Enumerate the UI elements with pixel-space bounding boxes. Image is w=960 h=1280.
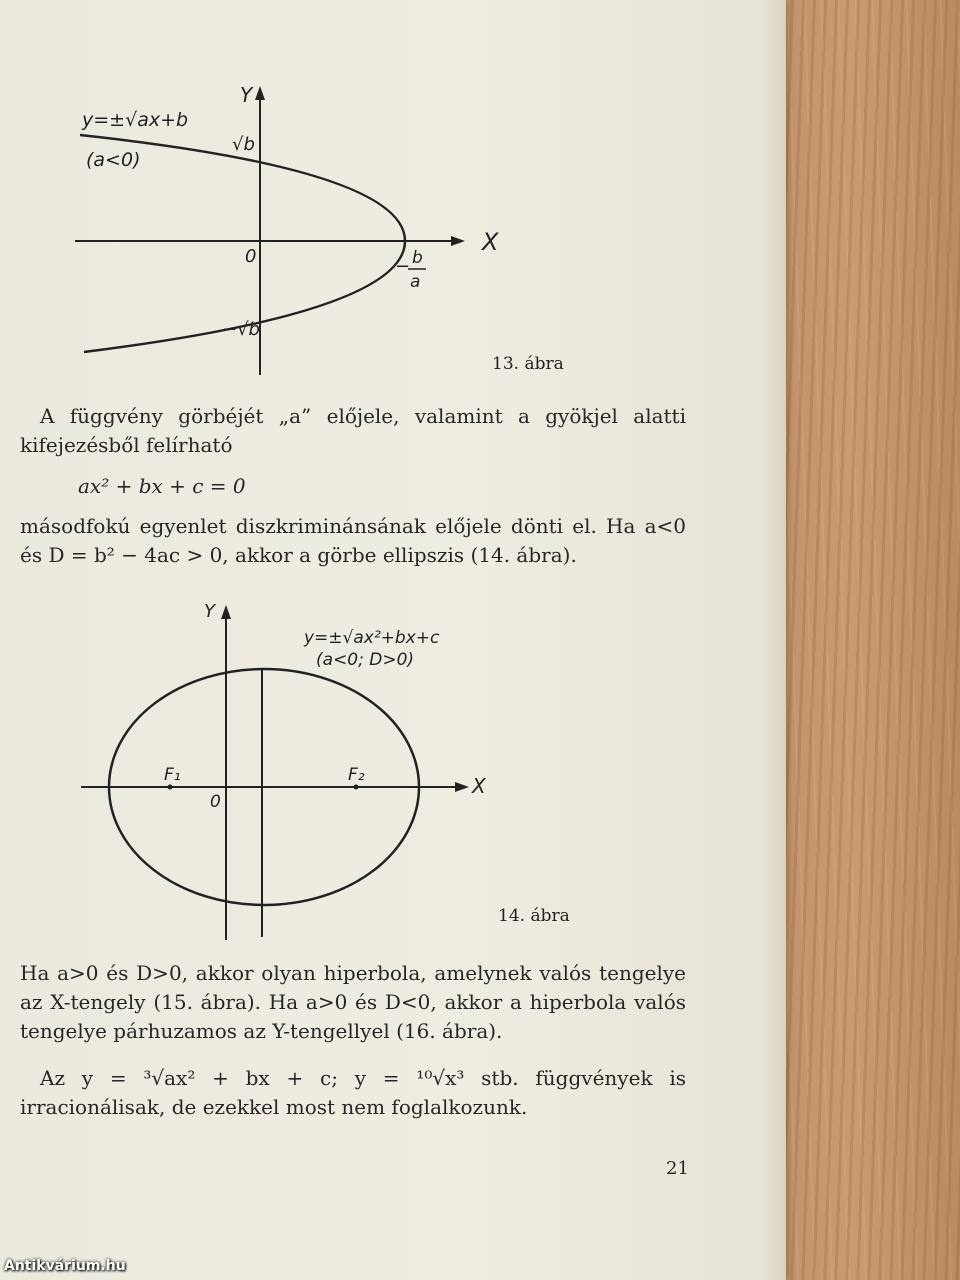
condition-label: (a<0) (86, 149, 141, 171)
formula-label: y=±√ax²+bx+c (304, 628, 440, 648)
focus-2-point (354, 785, 359, 790)
wooden-table-background (780, 0, 960, 1280)
vertex-numerator-label: b (412, 248, 423, 268)
origin-label: 0 (245, 246, 257, 267)
quadratic-equation: ax² + bx + c = 0 (78, 474, 246, 498)
focus-1-label: F₁ (164, 765, 181, 785)
paragraph-3: Ha a>0 és D>0, akkor olyan hiperbola, amelynek valós tengelye az X-tengely (15. ábra). Ha a>0 és D<0, akkor a hiperbola valós tengelye párhuzamos az Y-tengellyel (16. ábra). (20, 961, 686, 1043)
paragraph-1: A függvény görbéjét „a” előjele, valamint a gyökjel alatti kifejezésből felírható (20, 404, 686, 457)
origin-label: 0 (210, 792, 221, 812)
watermark-logo: Antikvárium.hu (4, 1258, 126, 1274)
figure-13-caption: 13. ábra (492, 354, 564, 374)
page-number: 21 (666, 1158, 689, 1179)
sqrt-b-top-label: √b (232, 134, 255, 155)
paragraph-2: másodfokú egyenlet diszkriminánsának előjele dönti el. Ha a<0 és D = b² − 4ac > 0, akkor a görbe ellipszis (14. ábra). (20, 514, 686, 567)
condition-label: (a<0; D>0) (316, 650, 415, 670)
y-axis-label: Y (240, 83, 253, 107)
y-axis-arrow (221, 605, 231, 619)
formula-label: y=±√ax+b (82, 109, 189, 131)
sqrt-b-bottom-label: −√b (222, 319, 260, 340)
vertex-minus-label: − (395, 256, 411, 277)
vertex-denominator-label: a (410, 272, 421, 292)
x-axis-label: X (482, 228, 499, 256)
figure-13-svg (60, 80, 520, 380)
x-axis-arrow (451, 236, 465, 246)
y-axis-arrow (255, 86, 265, 100)
figure-13-parabola (60, 80, 520, 380)
figure-14-ellipse (76, 595, 506, 950)
x-axis-arrow (455, 782, 469, 792)
focus-2-label: F₂ (348, 765, 365, 785)
figure-14-svg (76, 595, 506, 950)
focus-1-point (168, 785, 173, 790)
paragraph-4: Az y = ³√ax² + bx + c; y = ¹⁰√x³ stb. függvények is irracionálisak, de ezekkel most nem foglalkozunk. (20, 1066, 686, 1119)
x-axis-label: X (472, 774, 486, 798)
figure-14-caption: 14. ábra (498, 906, 570, 926)
y-axis-label: Y (204, 601, 215, 622)
